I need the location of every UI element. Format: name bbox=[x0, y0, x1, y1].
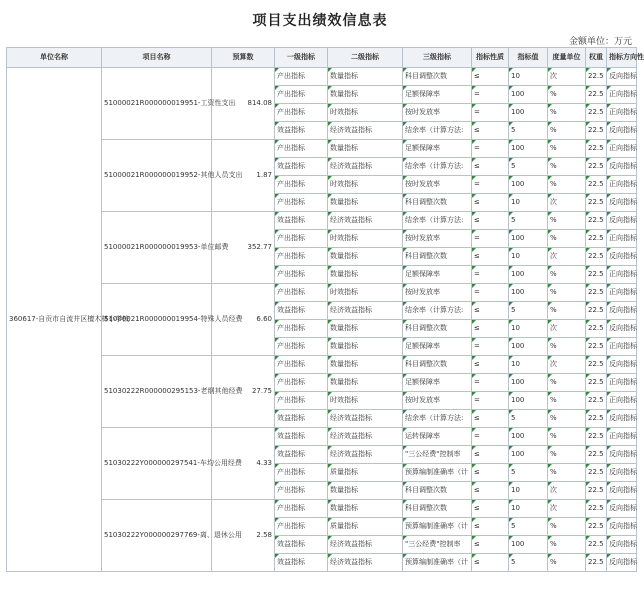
project-name-cell: 51000021R000000019953-单位邮费 bbox=[102, 212, 212, 284]
weight-cell: 22.5 bbox=[586, 518, 607, 536]
measure-unit-cell: % bbox=[548, 176, 586, 194]
indicator-nature-cell: ≤ bbox=[472, 356, 509, 374]
weight-cell: 22.5 bbox=[586, 68, 607, 86]
level1-indicator-cell: 效益指标 bbox=[275, 446, 328, 464]
project-name-cell: 51000021R000000019951-工资性支出 bbox=[102, 68, 212, 140]
level1-indicator-cell: 产出指标 bbox=[275, 356, 328, 374]
measure-unit-cell: % bbox=[548, 536, 586, 554]
level2-indicator-cell: 数量指标 bbox=[328, 320, 403, 338]
level2-indicator-cell: 时效指标 bbox=[328, 284, 403, 302]
project-name-cell: 51000021R000000019952-其他人员支出 bbox=[102, 140, 212, 212]
indicator-direction-cell: 反向指标 bbox=[607, 320, 637, 338]
budget-cell: 352.77 bbox=[212, 212, 275, 284]
indicator-direction-cell: 反向指标 bbox=[607, 500, 637, 518]
measure-unit-cell: % bbox=[548, 86, 586, 104]
weight-cell: 22.5 bbox=[586, 212, 607, 230]
measure-unit-cell: % bbox=[548, 518, 586, 536]
measure-unit-cell: % bbox=[548, 212, 586, 230]
project-name-cell: 51030222Y000000297769-离、退休公用 bbox=[102, 500, 212, 572]
table-row bbox=[7, 500, 637, 518]
indicator-nature-cell: ≤ bbox=[472, 446, 509, 464]
indicator-direction-cell: 正向指标 bbox=[607, 230, 637, 248]
level2-indicator-cell: 数量指标 bbox=[328, 266, 403, 284]
table-header-row bbox=[7, 48, 637, 68]
indicator-direction-cell: 反向指标 bbox=[607, 158, 637, 176]
indicator-value-cell: 5 bbox=[509, 122, 548, 140]
level3-indicator-cell: 预算编制准确率（计 bbox=[403, 464, 472, 482]
weight-cell: 22.5 bbox=[586, 446, 607, 464]
column-header: 权重 bbox=[586, 48, 607, 68]
indicator-direction-cell: 反向指标 bbox=[607, 410, 637, 428]
level3-indicator-cell: 足额保障率 bbox=[403, 86, 472, 104]
indicator-value-cell: 100 bbox=[509, 266, 548, 284]
level2-indicator-cell: 经济效益指标 bbox=[328, 410, 403, 428]
level3-indicator-cell: 按时发放率 bbox=[403, 230, 472, 248]
indicator-direction-cell: 反向指标 bbox=[607, 356, 637, 374]
indicator-value-cell: 100 bbox=[509, 284, 548, 302]
indicator-value-cell: 100 bbox=[509, 230, 548, 248]
weight-cell: 22.5 bbox=[586, 194, 607, 212]
weight-cell: 22.5 bbox=[586, 482, 607, 500]
column-header: 指标值 bbox=[509, 48, 548, 68]
indicator-value-cell: 5 bbox=[509, 554, 548, 572]
measure-unit-cell: % bbox=[548, 392, 586, 410]
performance-table bbox=[6, 47, 644, 572]
indicator-nature-cell: ≤ bbox=[472, 248, 509, 266]
measure-unit-cell: % bbox=[548, 266, 586, 284]
indicator-value-cell: 100 bbox=[509, 374, 548, 392]
indicator-value-cell: 100 bbox=[509, 338, 548, 356]
level3-indicator-cell: 科目调整次数 bbox=[403, 356, 472, 374]
weight-cell: 22.5 bbox=[586, 464, 607, 482]
indicator-nature-cell: ≤ bbox=[472, 410, 509, 428]
measure-unit-cell: % bbox=[548, 338, 586, 356]
level2-indicator-cell: 时效指标 bbox=[328, 392, 403, 410]
level1-indicator-cell: 产出指标 bbox=[275, 266, 328, 284]
level2-indicator-cell: 质量指标 bbox=[328, 464, 403, 482]
weight-cell: 22.5 bbox=[586, 428, 607, 446]
indicator-direction-cell: 反向指标 bbox=[607, 194, 637, 212]
table-row bbox=[7, 212, 637, 230]
indicator-value-cell: 10 bbox=[509, 500, 548, 518]
level2-indicator-cell: 数量指标 bbox=[328, 374, 403, 392]
level2-indicator-cell: 经济效益指标 bbox=[328, 536, 403, 554]
level3-indicator-cell: 科目调整次数 bbox=[403, 320, 472, 338]
level2-indicator-cell: 时效指标 bbox=[328, 176, 403, 194]
level3-indicator-cell: 足额保障率 bbox=[403, 374, 472, 392]
column-header: 度量单位 bbox=[548, 48, 586, 68]
indicator-nature-cell: = bbox=[472, 230, 509, 248]
weight-cell: 22.5 bbox=[586, 248, 607, 266]
weight-cell: 22.5 bbox=[586, 338, 607, 356]
level1-indicator-cell: 产出指标 bbox=[275, 392, 328, 410]
weight-cell: 22.5 bbox=[586, 176, 607, 194]
level3-indicator-cell: 按时发放率 bbox=[403, 392, 472, 410]
indicator-value-cell: 5 bbox=[509, 302, 548, 320]
budget-cell: 4.33 bbox=[212, 428, 275, 500]
level1-indicator-cell: 产出指标 bbox=[275, 464, 328, 482]
level2-indicator-cell: 经济效益指标 bbox=[328, 428, 403, 446]
indicator-nature-cell: ≤ bbox=[472, 464, 509, 482]
indicator-value-cell: 100 bbox=[509, 392, 548, 410]
measure-unit-cell: % bbox=[548, 554, 586, 572]
level1-indicator-cell: 产出指标 bbox=[275, 482, 328, 500]
column-header: 指标方向性 bbox=[607, 48, 637, 68]
level1-indicator-cell: 效益指标 bbox=[275, 212, 328, 230]
weight-cell: 22.5 bbox=[586, 392, 607, 410]
indicator-value-cell: 10 bbox=[509, 356, 548, 374]
indicator-direction-cell: 正向指标 bbox=[607, 428, 637, 446]
indicator-nature-cell: = bbox=[472, 86, 509, 104]
indicator-value-cell: 10 bbox=[509, 248, 548, 266]
level2-indicator-cell: 数量指标 bbox=[328, 68, 403, 86]
level3-indicator-cell: "三公经费"控制率 bbox=[403, 446, 472, 464]
level3-indicator-cell: 运转保障率 bbox=[403, 428, 472, 446]
level2-indicator-cell: 经济效益指标 bbox=[328, 158, 403, 176]
level1-indicator-cell: 产出指标 bbox=[275, 86, 328, 104]
table-body bbox=[7, 68, 637, 572]
indicator-direction-cell: 反向指标 bbox=[607, 302, 637, 320]
level3-indicator-cell: 按时发放率 bbox=[403, 104, 472, 122]
level2-indicator-cell: 数量指标 bbox=[328, 194, 403, 212]
level1-indicator-cell: 效益指标 bbox=[275, 428, 328, 446]
budget-cell: 6.60 bbox=[212, 284, 275, 356]
indicator-direction-cell: 正向指标 bbox=[607, 104, 637, 122]
measure-unit-cell: % bbox=[548, 122, 586, 140]
level3-indicator-cell: "三公经费"控制率 bbox=[403, 536, 472, 554]
indicator-nature-cell: ≤ bbox=[472, 554, 509, 572]
column-header: 项目名称 bbox=[102, 48, 212, 68]
measure-unit-cell: % bbox=[548, 374, 586, 392]
level3-indicator-cell: 科目调整次数 bbox=[403, 482, 472, 500]
column-header: 二级指标 bbox=[328, 48, 403, 68]
indicator-value-cell: 10 bbox=[509, 194, 548, 212]
weight-cell: 22.5 bbox=[586, 320, 607, 338]
weight-cell: 22.5 bbox=[586, 122, 607, 140]
indicator-nature-cell: ≤ bbox=[472, 302, 509, 320]
column-header: 三级指标 bbox=[403, 48, 472, 68]
level3-indicator-cell: 结余率（计算方法: bbox=[403, 302, 472, 320]
measure-unit-cell: % bbox=[548, 428, 586, 446]
measure-unit-cell: 次 bbox=[548, 500, 586, 518]
indicator-nature-cell: ≤ bbox=[472, 212, 509, 230]
indicator-nature-cell: ≤ bbox=[472, 518, 509, 536]
indicator-value-cell: 5 bbox=[509, 158, 548, 176]
level3-indicator-cell: 按时发放率 bbox=[403, 176, 472, 194]
level1-indicator-cell: 产出指标 bbox=[275, 338, 328, 356]
level2-indicator-cell: 质量指标 bbox=[328, 518, 403, 536]
indicator-nature-cell: = bbox=[472, 140, 509, 158]
indicator-direction-cell: 正向指标 bbox=[607, 86, 637, 104]
indicator-value-cell: 5 bbox=[509, 410, 548, 428]
column-header: 预算数 bbox=[212, 48, 275, 68]
indicator-direction-cell: 正向指标 bbox=[607, 176, 637, 194]
indicator-nature-cell: ≤ bbox=[472, 320, 509, 338]
level1-indicator-cell: 效益指标 bbox=[275, 536, 328, 554]
level1-indicator-cell: 产出指标 bbox=[275, 68, 328, 86]
indicator-direction-cell: 反向指标 bbox=[607, 212, 637, 230]
indicator-nature-cell: = bbox=[472, 176, 509, 194]
level2-indicator-cell: 数量指标 bbox=[328, 248, 403, 266]
level1-indicator-cell: 效益指标 bbox=[275, 554, 328, 572]
measure-unit-cell: % bbox=[548, 302, 586, 320]
measure-unit-cell: 次 bbox=[548, 356, 586, 374]
weight-cell: 22.5 bbox=[586, 554, 607, 572]
table-row bbox=[7, 428, 637, 446]
level2-indicator-cell: 经济效益指标 bbox=[328, 446, 403, 464]
indicator-direction-cell: 反向指标 bbox=[607, 122, 637, 140]
weight-cell: 22.5 bbox=[586, 104, 607, 122]
weight-cell: 22.5 bbox=[586, 158, 607, 176]
indicator-value-cell: 10 bbox=[509, 482, 548, 500]
level1-indicator-cell: 产出指标 bbox=[275, 284, 328, 302]
indicator-nature-cell: = bbox=[472, 338, 509, 356]
column-header: 一级指标 bbox=[275, 48, 328, 68]
column-header: 指标性质 bbox=[472, 48, 509, 68]
level1-indicator-cell: 产出指标 bbox=[275, 518, 328, 536]
level3-indicator-cell: 科目调整次数 bbox=[403, 194, 472, 212]
level1-indicator-cell: 产出指标 bbox=[275, 500, 328, 518]
weight-cell: 22.5 bbox=[586, 230, 607, 248]
indicator-nature-cell: = bbox=[472, 428, 509, 446]
indicator-direction-cell: 正向指标 bbox=[607, 338, 637, 356]
level2-indicator-cell: 经济效益指标 bbox=[328, 554, 403, 572]
weight-cell: 22.5 bbox=[586, 284, 607, 302]
level2-indicator-cell: 数量指标 bbox=[328, 338, 403, 356]
indicator-nature-cell: ≤ bbox=[472, 68, 509, 86]
weight-cell: 22.5 bbox=[586, 536, 607, 554]
indicator-value-cell: 5 bbox=[509, 212, 548, 230]
measure-unit-cell: % bbox=[548, 410, 586, 428]
project-name-cell: 51030222Y000000297541-车均公用经费 bbox=[102, 428, 212, 500]
indicator-value-cell: 5 bbox=[509, 518, 548, 536]
indicator-nature-cell: ≤ bbox=[472, 122, 509, 140]
indicator-value-cell: 100 bbox=[509, 446, 548, 464]
level3-indicator-cell: 足额保障率 bbox=[403, 140, 472, 158]
level3-indicator-cell: 科目调整次数 bbox=[403, 248, 472, 266]
level3-indicator-cell: 足额保障率 bbox=[403, 266, 472, 284]
measure-unit-cell: % bbox=[548, 230, 586, 248]
indicator-direction-cell: 正向指标 bbox=[607, 140, 637, 158]
level2-indicator-cell: 数量指标 bbox=[328, 482, 403, 500]
weight-cell: 22.5 bbox=[586, 302, 607, 320]
project-name-cell: 51030222R000000295153-老纲其他经费 bbox=[102, 356, 212, 428]
table-row bbox=[7, 140, 637, 158]
measure-unit-cell: 次 bbox=[548, 482, 586, 500]
measure-unit-cell: % bbox=[548, 446, 586, 464]
measure-unit-cell: 次 bbox=[548, 194, 586, 212]
table-row bbox=[7, 284, 637, 302]
level1-indicator-cell: 产出指标 bbox=[275, 374, 328, 392]
indicator-nature-cell: = bbox=[472, 392, 509, 410]
budget-cell: 2.58 bbox=[212, 500, 275, 572]
indicator-nature-cell: ≤ bbox=[472, 158, 509, 176]
indicator-direction-cell: 正向指标 bbox=[607, 284, 637, 302]
indicator-direction-cell: 正向指标 bbox=[607, 374, 637, 392]
level1-indicator-cell: 产出指标 bbox=[275, 176, 328, 194]
level2-indicator-cell: 数量指标 bbox=[328, 356, 403, 374]
indicator-nature-cell: = bbox=[472, 374, 509, 392]
indicator-value-cell: 100 bbox=[509, 140, 548, 158]
level1-indicator-cell: 产出指标 bbox=[275, 104, 328, 122]
level3-indicator-cell: 结余率（计算方法: bbox=[403, 212, 472, 230]
level2-indicator-cell: 时效指标 bbox=[328, 104, 403, 122]
level3-indicator-cell: 科目调整次数 bbox=[403, 500, 472, 518]
page-title: 项目支出绩效信息表 bbox=[252, 13, 388, 29]
indicator-direction-cell: 反向指标 bbox=[607, 482, 637, 500]
budget-cell: 1.87 bbox=[212, 140, 275, 212]
measure-unit-cell: % bbox=[548, 140, 586, 158]
indicator-nature-cell: ≤ bbox=[472, 536, 509, 554]
budget-cell: 814.08 bbox=[212, 68, 275, 140]
indicator-direction-cell: 正向指标 bbox=[607, 266, 637, 284]
level3-indicator-cell: 结余率（计算方法: bbox=[403, 122, 472, 140]
level3-indicator-cell: 足额保障率 bbox=[403, 338, 472, 356]
level2-indicator-cell: 经济效益指标 bbox=[328, 212, 403, 230]
level1-indicator-cell: 产出指标 bbox=[275, 140, 328, 158]
level1-indicator-cell: 效益指标 bbox=[275, 122, 328, 140]
level3-indicator-cell: 结余率（计算方法: bbox=[403, 158, 472, 176]
level1-indicator-cell: 产出指标 bbox=[275, 248, 328, 266]
indicator-value-cell: 10 bbox=[509, 68, 548, 86]
indicator-direction-cell: 反向指标 bbox=[607, 248, 637, 266]
weight-cell: 22.5 bbox=[586, 140, 607, 158]
level2-indicator-cell: 数量指标 bbox=[328, 86, 403, 104]
table-row bbox=[7, 356, 637, 374]
weight-cell: 22.5 bbox=[586, 410, 607, 428]
level1-indicator-cell: 产出指标 bbox=[275, 320, 328, 338]
indicator-value-cell: 100 bbox=[509, 104, 548, 122]
weight-cell: 22.5 bbox=[586, 500, 607, 518]
indicator-direction-cell: 反向指标 bbox=[607, 536, 637, 554]
indicator-direction-cell: 反向指标 bbox=[607, 446, 637, 464]
level3-indicator-cell: 按时发放率 bbox=[403, 284, 472, 302]
weight-cell: 22.5 bbox=[586, 266, 607, 284]
measure-unit-cell: 次 bbox=[548, 68, 586, 86]
level2-indicator-cell: 经济效益指标 bbox=[328, 302, 403, 320]
level2-indicator-cell: 数量指标 bbox=[328, 140, 403, 158]
indicator-value-cell: 10 bbox=[509, 320, 548, 338]
indicator-value-cell: 100 bbox=[509, 86, 548, 104]
level1-indicator-cell: 产出指标 bbox=[275, 230, 328, 248]
indicator-direction-cell: 正向指标 bbox=[607, 392, 637, 410]
indicator-direction-cell: 反向指标 bbox=[607, 464, 637, 482]
level1-indicator-cell: 效益指标 bbox=[275, 302, 328, 320]
column-header: 单位名称 bbox=[7, 48, 102, 68]
level3-indicator-cell: 预算编制准确率（计 bbox=[403, 554, 472, 572]
project-name-cell: 51000021R000000019954-特殊人员经费 bbox=[102, 284, 212, 356]
level3-indicator-cell: 预算编制准确率（计 bbox=[403, 518, 472, 536]
indicator-direction-cell: 反向指标 bbox=[607, 68, 637, 86]
table-row bbox=[7, 68, 637, 86]
indicator-nature-cell: ≤ bbox=[472, 500, 509, 518]
measure-unit-cell: % bbox=[548, 104, 586, 122]
level1-indicator-cell: 效益指标 bbox=[275, 410, 328, 428]
indicator-value-cell: 100 bbox=[509, 428, 548, 446]
indicator-value-cell: 5 bbox=[509, 464, 548, 482]
amount-unit-label: 金额单位：万元 bbox=[568, 37, 632, 47]
measure-unit-cell: 次 bbox=[548, 320, 586, 338]
level2-indicator-cell: 时效指标 bbox=[328, 230, 403, 248]
weight-cell: 22.5 bbox=[586, 356, 607, 374]
indicator-direction-cell: 反向指标 bbox=[607, 554, 637, 572]
weight-cell: 22.5 bbox=[586, 374, 607, 392]
budget-cell: 27.75 bbox=[212, 356, 275, 428]
level1-indicator-cell: 效益指标 bbox=[275, 158, 328, 176]
measure-unit-cell: 次 bbox=[548, 248, 586, 266]
indicator-value-cell: 100 bbox=[509, 536, 548, 554]
level3-indicator-cell: 结余率（计算方法: bbox=[403, 410, 472, 428]
indicator-direction-cell: 反向指标 bbox=[607, 518, 637, 536]
indicator-nature-cell: = bbox=[472, 104, 509, 122]
measure-unit-cell: % bbox=[548, 158, 586, 176]
indicator-nature-cell: ≤ bbox=[472, 194, 509, 212]
unit-name-cell: 360617-自贡市自流井区檀木林小学校 bbox=[7, 68, 102, 572]
weight-cell: 22.5 bbox=[586, 86, 607, 104]
indicator-value-cell: 100 bbox=[509, 176, 548, 194]
indicator-nature-cell: = bbox=[472, 284, 509, 302]
level2-indicator-cell: 数量指标 bbox=[328, 500, 403, 518]
level1-indicator-cell: 产出指标 bbox=[275, 194, 328, 212]
indicator-nature-cell: ≤ bbox=[472, 482, 509, 500]
measure-unit-cell: % bbox=[548, 464, 586, 482]
level2-indicator-cell: 经济效益指标 bbox=[328, 122, 403, 140]
measure-unit-cell: % bbox=[548, 284, 586, 302]
level3-indicator-cell: 科目调整次数 bbox=[403, 68, 472, 86]
indicator-nature-cell: = bbox=[472, 266, 509, 284]
